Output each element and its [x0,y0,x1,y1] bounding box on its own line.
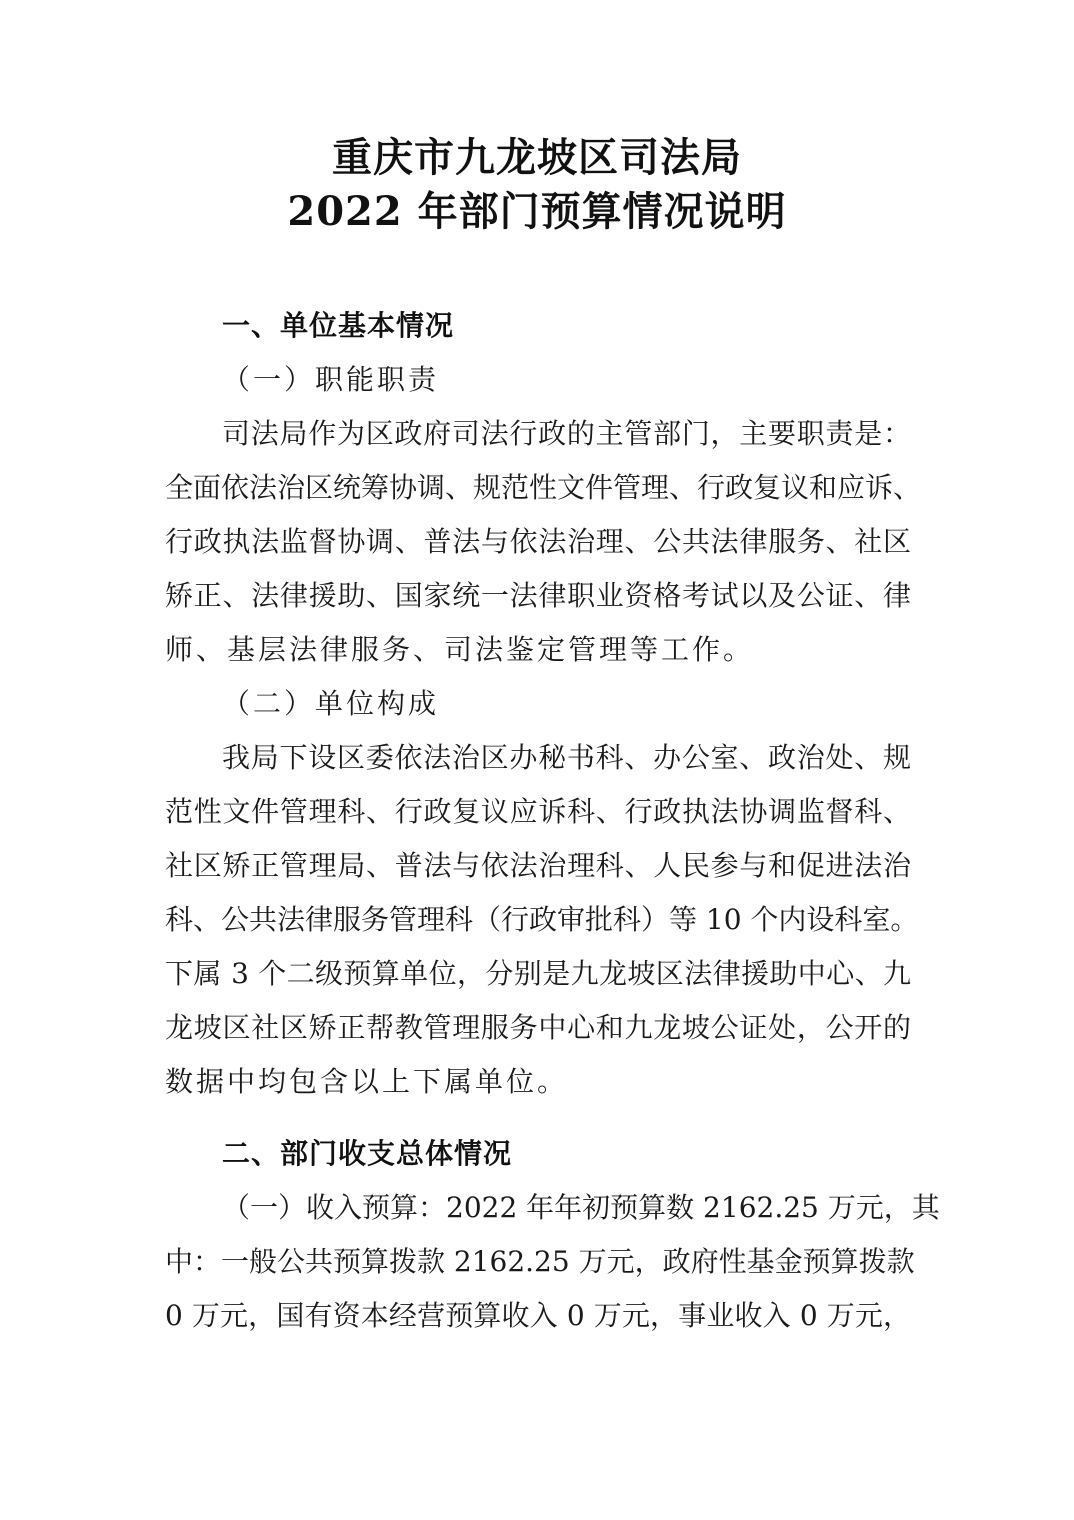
paragraph-line: 司法局作为区政府司法行政的主管部门，主要职责是： [222,417,911,450]
paragraph-line: 0 万元，国有资本经营预算收入 0 万元，事业收入 0 万元， [165,1299,911,1332]
paragraph-line: 矫正、法律援助、国家统一法律职业资格考试以及公证、律 [165,579,911,612]
paragraph-line: 全面依法治区统筹协调、规范性文件管理、行政复议和应诉、 [165,471,922,504]
section-1-sub-2-heading: （二）单位构成 [222,687,440,720]
paragraph-line: （一）收入预算：2022 年年初预算数 2162.25 万元，其 [222,1191,940,1224]
paragraph-line: 龙坡区社区矫正帮教管理服务中心和九龙坡公证处，公开的 [165,1011,911,1044]
paragraph-line: 我局下设区委依法治区办秘书科、办公室、政治处、规 [222,741,911,774]
section-1-heading: 一、单位基本情况 [222,309,455,342]
paragraph-line: 数据中均包含以上下属单位。 [165,1065,569,1098]
section-1-sub-1-heading: （一）职能职责 [222,363,440,396]
paragraph-line: 中：一般公共预算拨款 2162.25 万元，政府性基金预算拨款 [165,1245,915,1278]
paragraph-line: 师、基层法律服务、司法鉴定管理等工作。 [165,633,755,666]
section-2-heading: 二、部门收支总体情况 [222,1137,513,1170]
paragraph-line: 科、公共法律服务管理科（行政审批科）等 10 个内设科室。 [165,903,919,936]
paragraph-line: 范性文件管理科、行政复议应诉科、行政执法协调监督科、 [165,795,911,828]
paragraph-line: 下属 3 个二级预算单位，分别是九龙坡区法律援助中心、九 [165,957,911,990]
document-title-line-2: 2022 年部门预算情况说明 [287,188,787,235]
paragraph-line: 行政执法监督协调、普法与依法治理、公共法律服务、社区 [165,525,911,558]
paragraph-line: 社区矫正管理局、普法与依法治理科、人民参与和促进法治 [165,849,911,882]
document-title-line-1: 重庆市九龙坡区司法局 [332,134,742,181]
